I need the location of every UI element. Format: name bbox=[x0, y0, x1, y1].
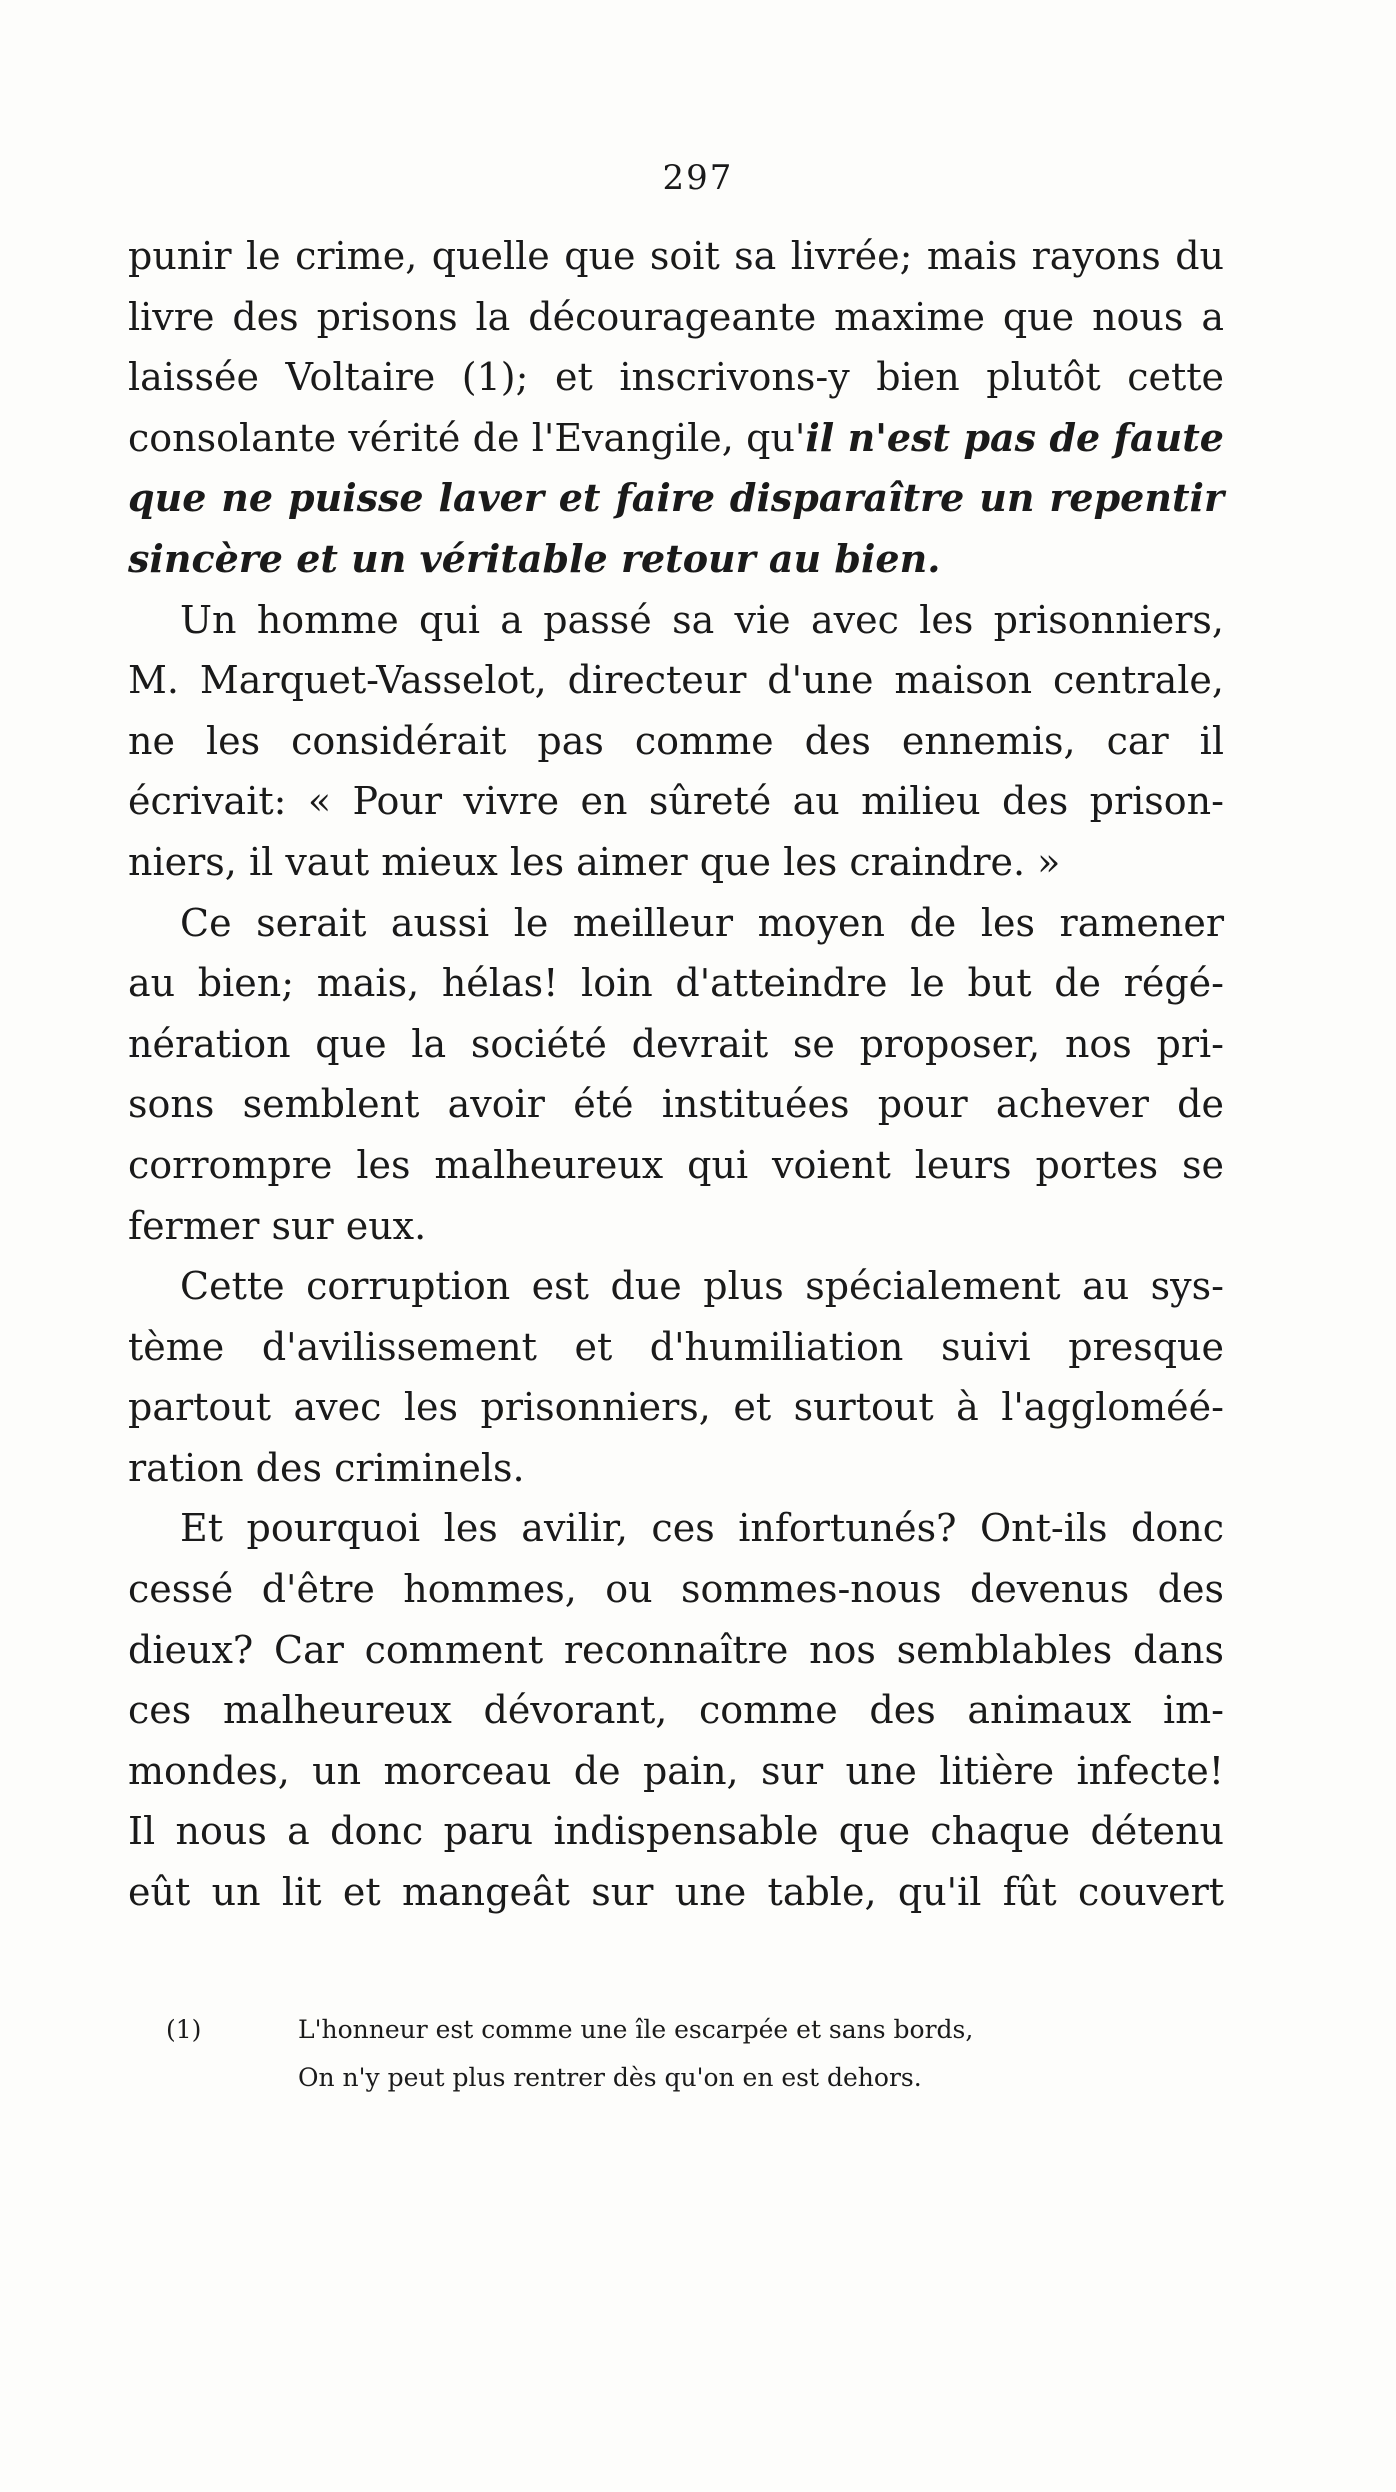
text-segment: ces malheureux dévorant, comme des animaux im- bbox=[128, 1688, 1224, 1733]
text-segment: partout avec les prisonniers, et surtout à l'aggloméé- bbox=[128, 1385, 1224, 1430]
text-line bbox=[128, 408, 1224, 469]
text-line bbox=[128, 1074, 1224, 1135]
text-segment: cessé d'être hommes, ou sommes-nous devenus des bbox=[128, 1567, 1224, 1612]
footnote-line: L'honneur est comme une île escarpée et sans bords, bbox=[298, 2015, 974, 2044]
text-line bbox=[128, 650, 1224, 711]
text-line bbox=[128, 1256, 1224, 1317]
text-line bbox=[128, 1438, 1224, 1499]
page-number: 297 bbox=[662, 158, 734, 198]
text-line bbox=[128, 771, 1224, 832]
text-line bbox=[128, 953, 1224, 1014]
footnote-marker: (1) bbox=[166, 2015, 202, 2044]
text-segment: Ce serait aussi le meilleur moyen de les ramener bbox=[180, 900, 1224, 945]
text-segment: corrompre les malheureux qui voient leurs portes se bbox=[128, 1142, 1224, 1187]
text-line bbox=[128, 711, 1224, 772]
text-line bbox=[128, 1801, 1224, 1862]
paragraph bbox=[128, 1498, 1224, 1922]
body-text bbox=[128, 226, 1224, 1923]
text-segment: fermer sur eux. bbox=[128, 1203, 427, 1248]
text-line bbox=[128, 832, 1224, 893]
italic-text: il n'est pas de faute bbox=[805, 414, 1224, 460]
italic-text: que ne puisse laver et faire disparaître un repentir bbox=[128, 475, 1224, 521]
text-segment: ration des criminels. bbox=[128, 1445, 525, 1490]
text-line bbox=[128, 1135, 1224, 1196]
text-segment: M. Marquet-Vasselot, directeur d'une maison centrale, bbox=[128, 658, 1224, 703]
footnote bbox=[166, 2006, 1096, 2102]
text-segment: tème d'avilissement et d'humiliation suivi presque bbox=[128, 1324, 1224, 1369]
text-segment: laissée Voltaire (1); et inscrivons-y bien plutôt cette bbox=[128, 355, 1224, 400]
text-line bbox=[128, 1741, 1224, 1802]
text-line bbox=[128, 226, 1224, 287]
text-line bbox=[128, 1680, 1224, 1741]
paragraph bbox=[128, 893, 1224, 1257]
text-segment: punir le crime, quelle que soit sa livrée; mais rayons du bbox=[128, 234, 1224, 278]
text-segment: mondes, un morceau de pain, sur une litière infecte! bbox=[128, 1748, 1224, 1793]
text-line bbox=[128, 468, 1224, 529]
text-line bbox=[128, 1620, 1224, 1681]
paragraph bbox=[128, 590, 1224, 893]
text-segment: niers, il vaut mieux les aimer que les craindre. » bbox=[128, 839, 1061, 884]
footnote-line: On n'y peut plus rentrer dès qu'on en est dehors. bbox=[298, 2063, 922, 2092]
italic-text: sincère et un véritable retour au bien. bbox=[128, 535, 941, 581]
text-segment: sons semblent avoir été instituées pour achever de bbox=[128, 1082, 1224, 1127]
text-line bbox=[128, 1862, 1224, 1923]
text-segment: dieux? Car comment reconnaître nos semblables dans bbox=[128, 1627, 1224, 1672]
text-line bbox=[128, 287, 1224, 348]
text-line bbox=[128, 1014, 1224, 1075]
text-line bbox=[128, 529, 1224, 590]
text-segment: nération que la société devrait se proposer, nos pri- bbox=[128, 1021, 1224, 1066]
text-segment: au bien; mais, hélas! loin d'atteindre le but de régé- bbox=[128, 961, 1224, 1006]
text-segment: eût un lit et mangeât sur une table, qu'il fût couvert bbox=[128, 1870, 1224, 1915]
text-line bbox=[128, 1559, 1224, 1620]
text-segment: Un homme qui a passé sa vie avec les prisonniers, bbox=[180, 597, 1224, 642]
text-line bbox=[128, 1377, 1224, 1438]
text-segment: Et pourquoi les avilir, ces infortunés? Ont-ils donc bbox=[180, 1506, 1224, 1551]
paragraph bbox=[128, 226, 1224, 590]
text-line bbox=[128, 590, 1224, 651]
text-line bbox=[128, 1317, 1224, 1378]
text-segment: Il nous a donc paru indispensable que chaque détenu bbox=[128, 1809, 1224, 1854]
text-line bbox=[128, 1498, 1224, 1559]
text-segment: consolante vérité de l'Evangile, qu' bbox=[128, 415, 806, 460]
paragraph bbox=[128, 1256, 1224, 1498]
text-segment: ne les considérait pas comme des ennemis, car il bbox=[128, 718, 1224, 763]
text-segment: Cette corruption est due plus spécialement au sys- bbox=[180, 1264, 1224, 1309]
text-segment: livre des prisons la décourageante maxime que nous a bbox=[128, 294, 1224, 339]
text-line bbox=[128, 893, 1224, 954]
text-segment: écrivait: « Pour vivre en sûreté au milieu des prison- bbox=[128, 779, 1224, 824]
text-line bbox=[128, 347, 1224, 408]
text-line bbox=[128, 1196, 1224, 1257]
